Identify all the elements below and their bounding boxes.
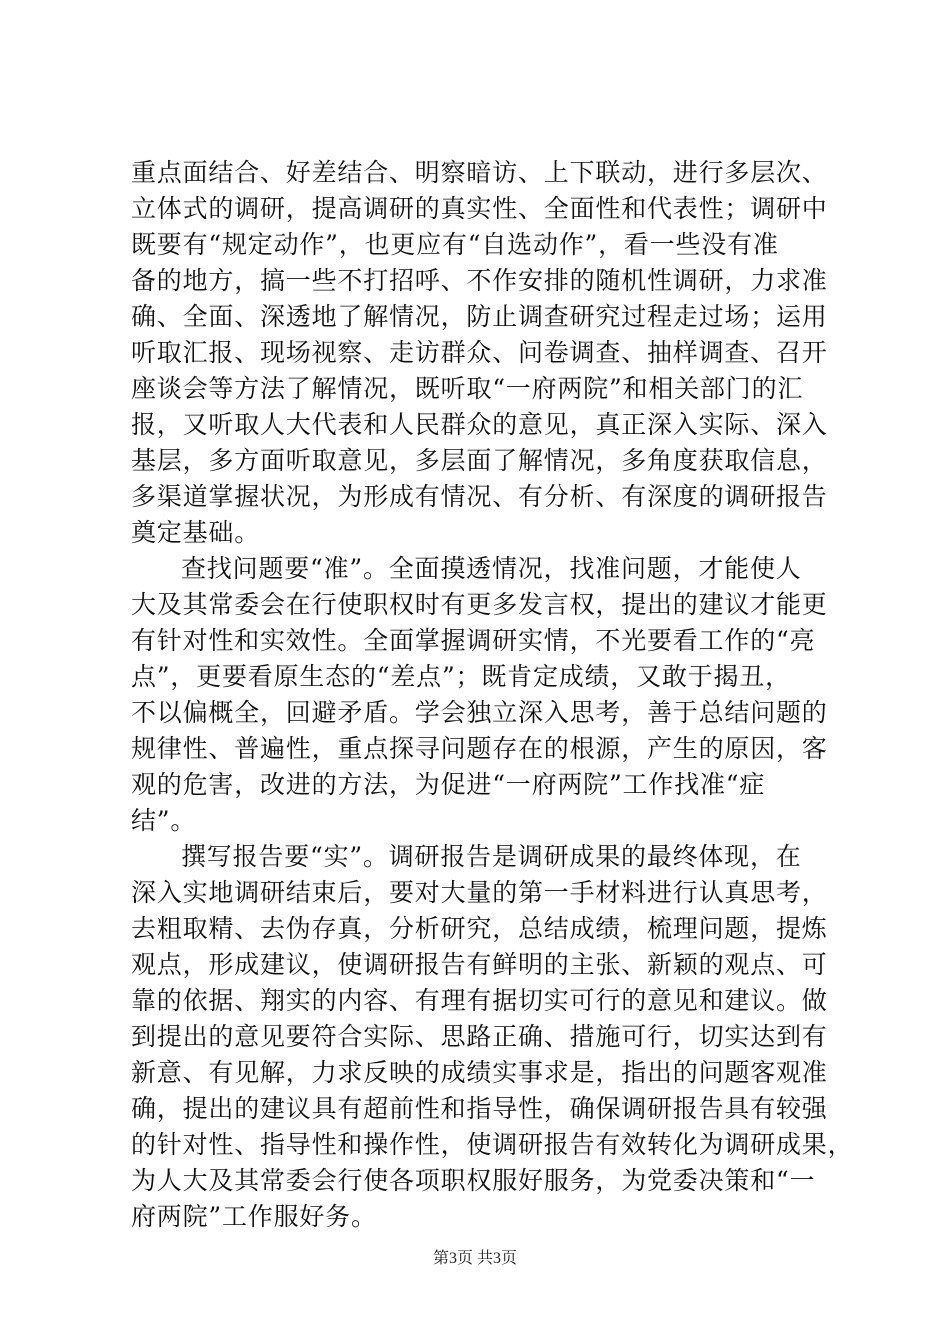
text-line: 大及其常委会在行使职权时有更多发言权，提出的建议才能更 bbox=[131, 590, 828, 619]
text-line: 奠定基础。 bbox=[131, 518, 261, 547]
body-text bbox=[131, 155, 854, 1235]
text-line: 查找问题要“准”。全面摸透情况，找准问题，才能使人 bbox=[181, 554, 802, 583]
text-line: 既要有“规定动作”，也更应有“自选动作”，看一些没有准 bbox=[131, 230, 779, 259]
text-line: 观的危害，改进的方法，为促进“一府两院”工作找准“症 bbox=[131, 770, 766, 799]
text-line: 重点面结合、好差结合、明察暗访、上下联动，进行多层次、 bbox=[131, 158, 828, 187]
text-line: 有针对性和实效性。全面掌握调研实情，不光要看工作的“亮 bbox=[131, 626, 816, 655]
text-line: 为人大及其常委会行使各项职权服好服务，为党委决策和“一 bbox=[131, 1166, 816, 1195]
text-line: 备的地方，搞一些不打招呼、不作安排的随机性调研，力求准 bbox=[131, 266, 828, 295]
text-line: 到提出的意见要符合实际、思路正确、措施可行，切实达到有 bbox=[131, 1022, 828, 1051]
text-line: 规律性、普遍性，重点探寻问题存在的根源，产生的原因，客 bbox=[131, 734, 828, 763]
text-line: 府两院”工作服好务。 bbox=[131, 1202, 377, 1231]
text-line: 立体式的调研，提高调研的真实性、全面性和代表性；调研中 bbox=[131, 194, 828, 223]
text-line: 点”，更要看原生态的“差点”；既肯定成绩，又敢于揭丑， bbox=[131, 662, 791, 691]
page-number-label: 第3页 共3页 bbox=[432, 1250, 517, 1267]
text-line: 不以偏概全，回避矛盾。学会独立深入思考，善于总结问题的 bbox=[131, 698, 828, 727]
text-line: 确、全面、深透地了解情况，防止调查研究过程走过场；运用 bbox=[131, 302, 828, 331]
paragraph-3 bbox=[131, 839, 854, 1235]
text-line: 基层，多方面听取意见，多层面了解情况，多角度获取信息， bbox=[131, 446, 828, 475]
text-line: 确，提出的建议具有超前性和指导性，确保调研报告具有较强 bbox=[131, 1094, 828, 1123]
paragraph-2 bbox=[131, 551, 835, 839]
text-line: 靠的依据、翔实的内容、有理有据切实可行的意见和建议。做 bbox=[131, 986, 828, 1015]
text-line: 去粗取精、去伪存真，分析研究，总结成绩，梳理问题，提炼 bbox=[131, 914, 828, 943]
text-line: 撰写报告要“实”。调研报告是调研成果的最终体现，在 bbox=[181, 842, 802, 871]
text-line: 观点，形成建议，使调研报告有鲜明的主张、新颖的观点、可 bbox=[131, 950, 828, 979]
page-footer bbox=[0, 1245, 950, 1268]
text-line: 座谈会等方法了解情况，既听取“一府两院”和相关部门的汇 bbox=[131, 374, 804, 403]
text-line: 新意、有见解，力求反映的成绩实事求是，指出的问题客观准 bbox=[131, 1058, 828, 1087]
text-line: 多渠道掌握状况，为形成有情况、有分析、有深度的调研报告 bbox=[131, 482, 828, 511]
text-line: 的针对性、指导性和操作性，使调研报告有效转化为调研成果， bbox=[131, 1130, 854, 1159]
text-line: 报，又听取人大代表和人民群众的意见，真正深入实际、深入 bbox=[131, 410, 828, 439]
paragraph-1 bbox=[131, 155, 835, 551]
text-line: 结”。 bbox=[131, 806, 197, 835]
text-line: 深入实地调研结束后，要对大量的第一手材料进行认真思考， bbox=[131, 878, 828, 907]
text-line: 听取汇报、现场视察、走访群众、问卷调查、抽样调查、召开 bbox=[131, 338, 828, 367]
